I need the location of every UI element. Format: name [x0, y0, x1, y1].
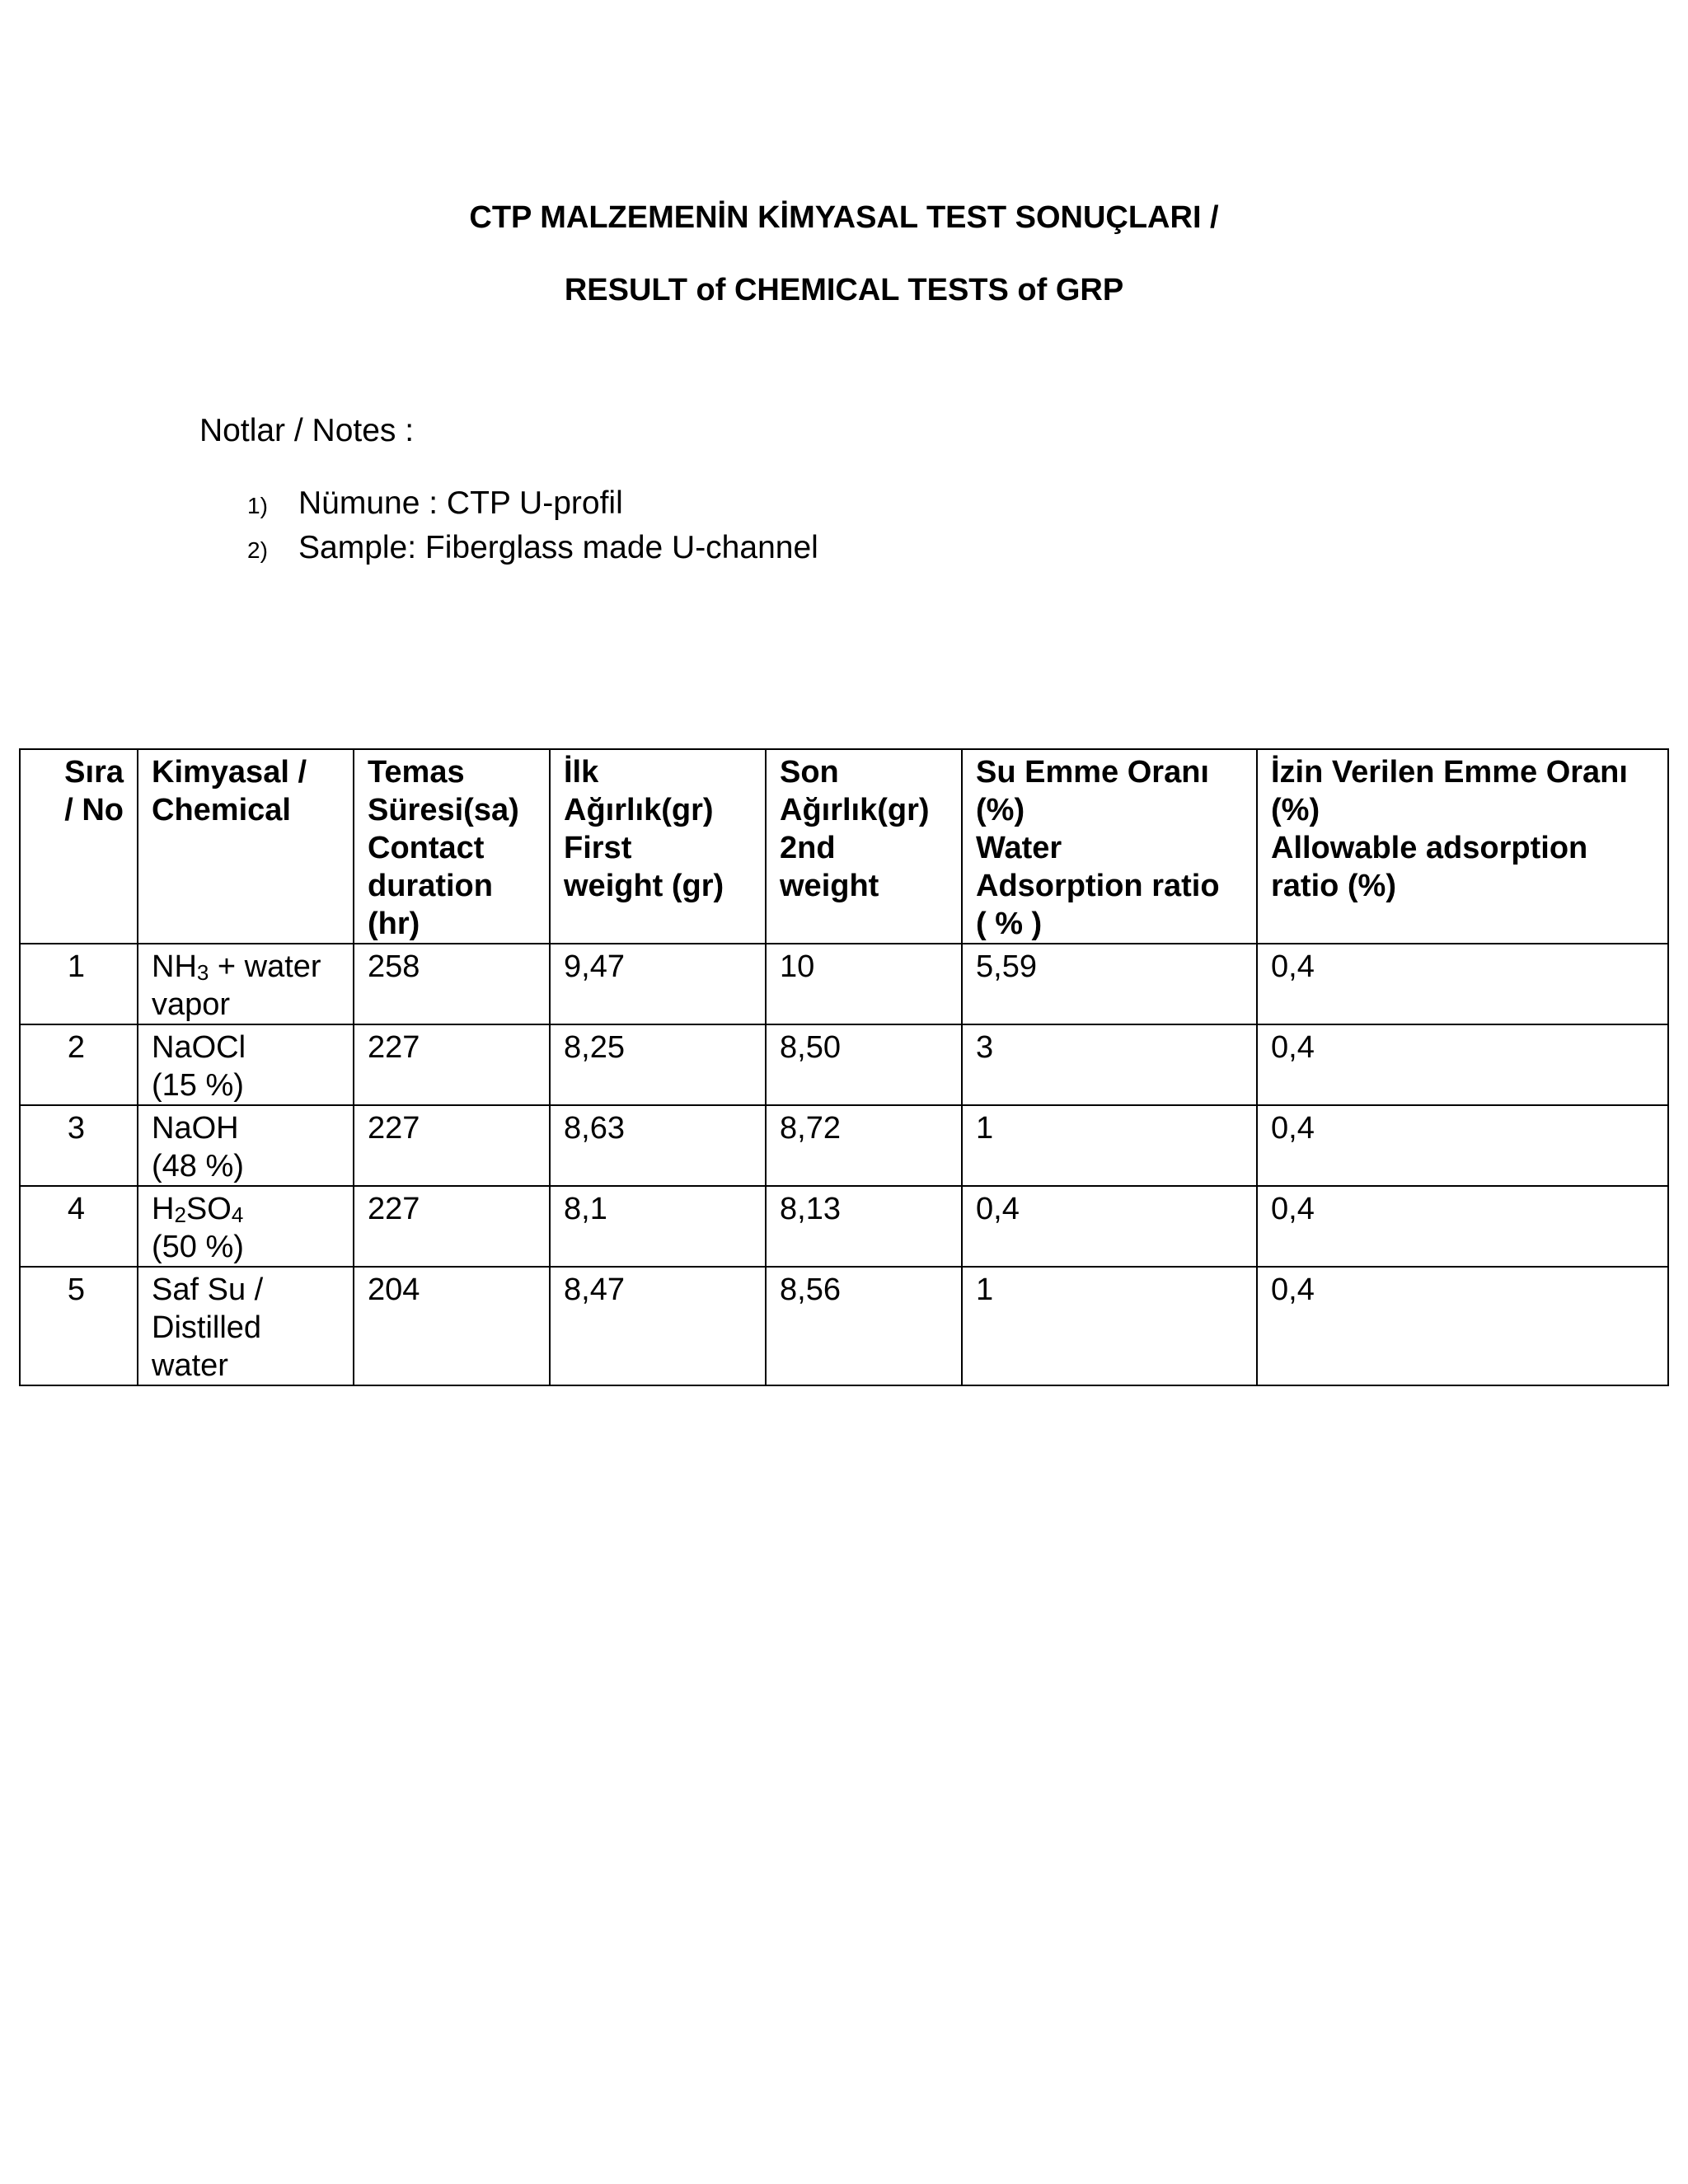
cell-no: 2 [20, 1024, 138, 1105]
table-header-row [20, 749, 1668, 944]
cell-first-weight: 8,25 [550, 1024, 766, 1105]
header-chemical: Kimyasal / Chemical [138, 749, 354, 944]
cell-no: 5 [20, 1267, 138, 1385]
note-text: Nümune : CTP U-profil [298, 485, 623, 521]
cell-water-adsorption: 1 [962, 1105, 1257, 1186]
cell-no: 4 [20, 1186, 138, 1267]
cell-first-weight: 8,47 [550, 1267, 766, 1385]
cell-first-weight: 8,1 [550, 1186, 766, 1267]
header-second-weight: Son Ağırlık(gr) 2nd weight [766, 749, 962, 944]
cell-contact-duration: 258 [354, 944, 550, 1024]
note-item [247, 526, 818, 570]
header-contact-duration: Temas Süresi(sa) Contact duration (hr) [354, 749, 550, 944]
cell-second-weight: 8,56 [766, 1267, 962, 1385]
note-text: Sample: Fiberglass made U-channel [298, 530, 818, 565]
cell-water-adsorption: 0,4 [962, 1186, 1257, 1267]
note-number: 1) [247, 493, 268, 518]
table-row [20, 944, 1668, 1024]
cell-second-weight: 8,13 [766, 1186, 962, 1267]
cell-contact-duration: 227 [354, 1105, 550, 1186]
table-row [20, 1105, 1668, 1186]
header-first-weight: İlk Ağırlık(gr) First weight (gr) [550, 749, 766, 944]
notes-list [247, 481, 818, 570]
cell-second-weight: 10 [766, 944, 962, 1024]
cell-allowable-adsorption: 0,4 [1257, 1105, 1668, 1186]
cell-contact-duration: 227 [354, 1024, 550, 1105]
note-number: 2) [247, 537, 268, 563]
note-item [247, 481, 818, 526]
cell-contact-duration: 227 [354, 1186, 550, 1267]
cell-second-weight: 8,72 [766, 1105, 962, 1186]
cell-chemical: $H_2SO_4$ (50 %) [138, 1186, 354, 1267]
cell-chemical: NaOCl (15 %) [138, 1024, 354, 1105]
chemical-test-results-table [19, 748, 1669, 1386]
cell-allowable-adsorption: 0,4 [1257, 1024, 1668, 1105]
document-title-turkish: CTP MALZEMENİN KİMYASAL TEST SONUÇLARI / [469, 200, 1219, 235]
cell-contact-duration: 204 [354, 1267, 550, 1385]
cell-allowable-adsorption: 0,4 [1257, 1267, 1668, 1385]
table-row [20, 1186, 1668, 1267]
cell-allowable-adsorption: 0,4 [1257, 1186, 1668, 1267]
cell-chemical: $NH_3$ + water vapor [138, 944, 354, 1024]
table-row [20, 1024, 1668, 1105]
cell-chemical: NaOH (48 %) [138, 1105, 354, 1186]
header-sira-no: Sıra / No [20, 749, 138, 944]
cell-chemical: Saf Su / Distilled water [138, 1267, 354, 1385]
table-row [20, 1267, 1668, 1385]
document-title-english: RESULT of CHEMICAL TESTS of GRP [564, 273, 1124, 307]
header-water-adsorption: Su Emme Oranı (%) Water Adsorption ratio ( % ) [962, 749, 1257, 944]
cell-water-adsorption: 1 [962, 1267, 1257, 1385]
cell-water-adsorption: 5,59 [962, 944, 1257, 1024]
cell-second-weight: 8,50 [766, 1024, 962, 1105]
cell-allowable-adsorption: 0,4 [1257, 944, 1668, 1024]
cell-no: 3 [20, 1105, 138, 1186]
header-allowable-adsorption: İzin Verilen Emme Oranı (%) Allowable adsorption ratio (%) [1257, 749, 1668, 944]
cell-water-adsorption: 3 [962, 1024, 1257, 1105]
cell-no: 1 [20, 944, 138, 1024]
cell-first-weight: 8,63 [550, 1105, 766, 1186]
cell-first-weight: 9,47 [550, 944, 766, 1024]
notes-heading: Notlar / Notes : [199, 413, 415, 448]
